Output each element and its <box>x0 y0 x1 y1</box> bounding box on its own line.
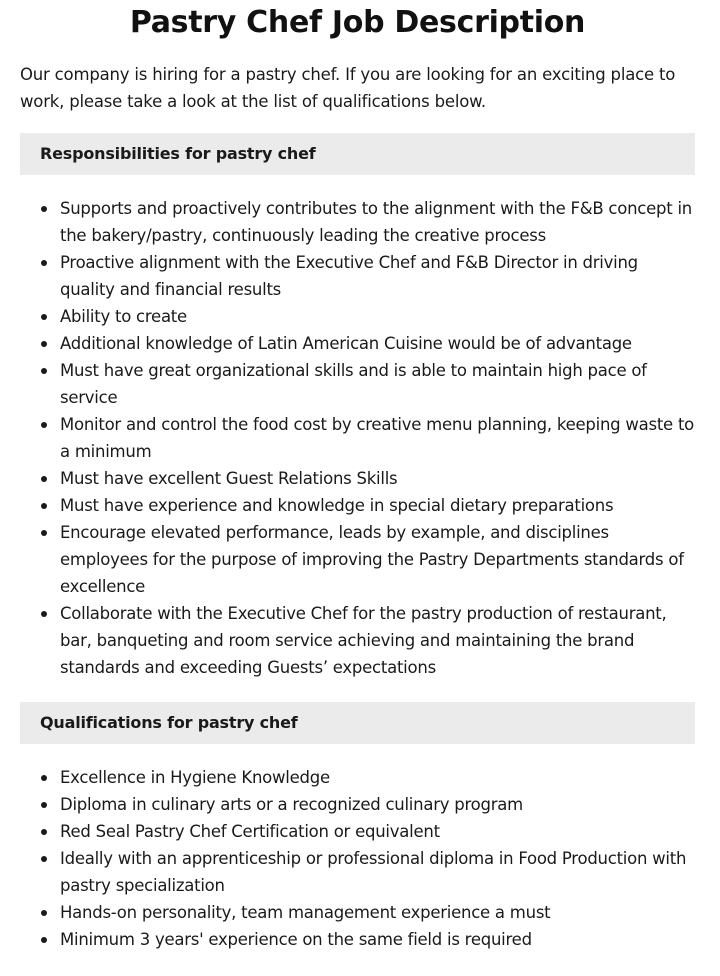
bullet-icon <box>41 802 47 808</box>
qualifications-list <box>20 764 695 953</box>
list-item-text: Monitor and control the food cost by creative menu planning, keeping waste to a minimum <box>60 415 695 461</box>
qualifications-heading: Qualifications for pastry chef <box>20 702 695 744</box>
list-item <box>20 845 695 899</box>
list-item-text: Diploma in culinary arts or a recognized culinary program <box>60 795 523 814</box>
list-item-text: Proactive alignment with the Executive Chef and F&B Director in driving quality and financial results <box>60 253 638 299</box>
list-item <box>20 195 695 249</box>
responsibilities-list <box>20 195 695 681</box>
list-item <box>20 519 695 600</box>
bullet-icon <box>41 476 47 482</box>
responsibilities-heading: Responsibilities for pastry chef <box>20 133 695 175</box>
bullet-icon <box>41 910 47 916</box>
intro-paragraph: Our company is hiring for a pastry chef. If you are looking for an exciting place to work, please take a look at the list of qualifications below. <box>20 65 676 111</box>
list-item-text: Collaborate with the Executive Chef for the pastry production of restaurant, bar, banqueting and room service achieving and maintaining the brand standards and exceeding Guests’ expectations <box>60 604 667 677</box>
list-item <box>20 764 695 791</box>
list-item-text: Additional knowledge of Latin American Cuisine would be of advantage <box>60 334 632 353</box>
bullet-icon <box>41 937 47 943</box>
bullet-icon <box>41 260 47 266</box>
list-item-text: Must have excellent Guest Relations Skills <box>60 469 398 488</box>
list-item-text: Supports and proactively contributes to the alignment with the F&B concept in the bakery/pastry, continuously leading the creative process <box>60 199 693 245</box>
bullet-icon <box>41 503 47 509</box>
list-item <box>20 926 695 953</box>
bullet-icon <box>41 530 47 536</box>
list-item-text: Ideally with an apprenticeship or professional diploma in Food Production with pastry specialization <box>60 849 687 895</box>
bullet-icon <box>41 368 47 374</box>
list-item-text: Excellence in Hygiene Knowledge <box>60 768 330 787</box>
list-item <box>20 411 695 465</box>
list-item-text: Must have great organizational skills and is able to maintain high pace of service <box>60 361 647 407</box>
list-item <box>20 249 695 303</box>
list-item <box>20 492 695 519</box>
list-item <box>20 303 695 330</box>
list-item <box>20 465 695 492</box>
bullet-icon <box>41 314 47 320</box>
bullet-icon <box>41 422 47 428</box>
list-item-text: Hands-on personality, team management experience a must <box>60 903 551 922</box>
page-title: Pastry Chef Job Description <box>129 5 586 40</box>
list-item <box>20 600 695 681</box>
list-item-text: Minimum 3 years' experience on the same field is required <box>60 930 532 949</box>
bullet-icon <box>41 856 47 862</box>
bullet-icon <box>41 206 47 212</box>
list-item <box>20 899 695 926</box>
list-item-text: Encourage elevated performance, leads by example, and disciplines employees for the purpose of improving the Pastry Departments standards of excellence <box>60 523 684 596</box>
bullet-icon <box>41 611 47 617</box>
bullet-icon <box>41 341 47 347</box>
list-item-text: Must have experience and knowledge in special dietary preparations <box>60 496 614 515</box>
list-item <box>20 357 695 411</box>
list-item-text: Red Seal Pastry Chef Certification or equivalent <box>60 822 440 841</box>
bullet-icon <box>41 829 47 835</box>
list-item <box>20 791 695 818</box>
list-item <box>20 330 695 357</box>
list-item-text: Ability to create <box>60 307 187 326</box>
bullet-icon <box>41 775 47 781</box>
list-item <box>20 818 695 845</box>
